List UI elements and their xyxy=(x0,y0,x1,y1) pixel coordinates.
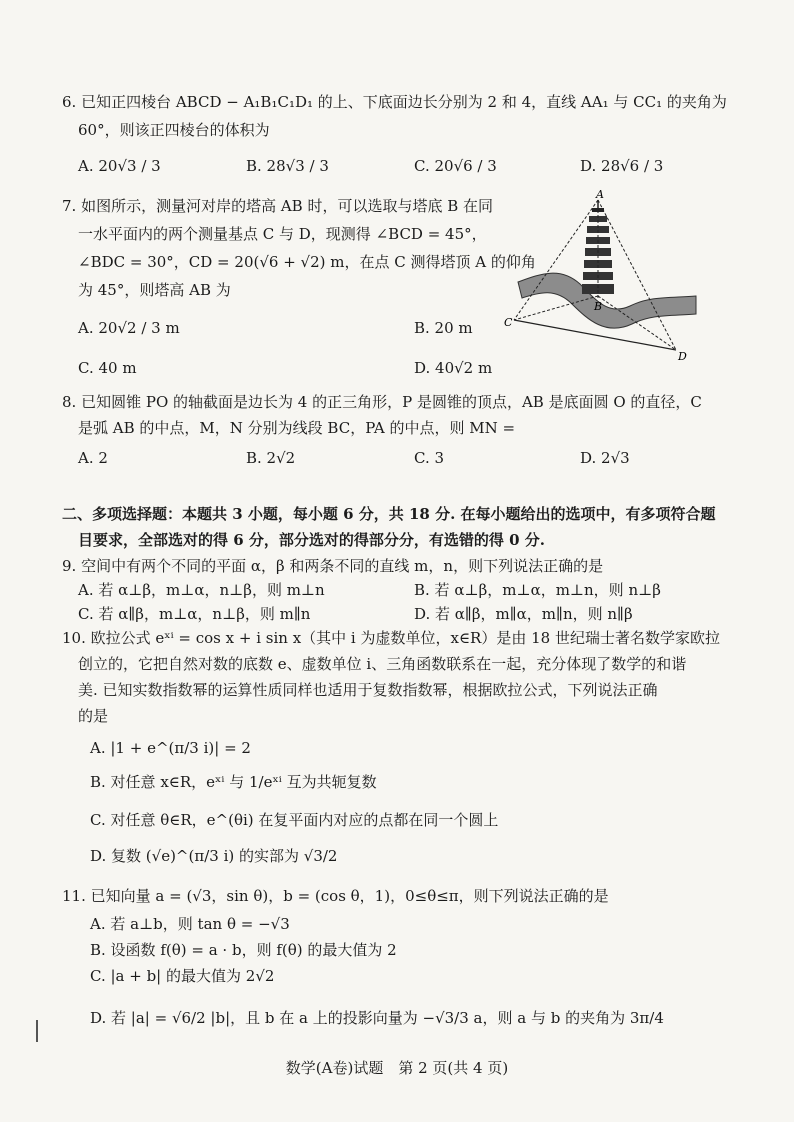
q10-option-c: C. 对任意 θ∈R，e^(θi) 在复平面内对应的点都在同一个圆上 xyxy=(90,811,499,829)
q10-stem-line3: 美. 已知实数指数幂的运算性质同样也适用于复数指数幂，根据欧拉公式，下列说法正确 xyxy=(78,681,658,699)
q6-option-a: A. 20√3 / 3 xyxy=(78,157,161,175)
q7-option-c: C. 40 m xyxy=(78,359,137,377)
q8-option-d: D. 2√3 xyxy=(580,449,630,467)
q11-option-d: D. 若 |a| = √6/2 |b|，且 b 在 a 上的投影向量为 −√3/3 a，则 a 与 b 的夹角为 3π/4 xyxy=(90,1009,664,1027)
q8-stem-line2: 是弧 AB 的中点，M，N 分别为线段 BC，PA 的中点，则 MN = xyxy=(78,419,516,437)
q8-stem-line1: 8. 已知圆锥 PO 的轴截面是边长为 4 的正三角形，P 是圆锥的顶点，AB 是底面圆 O 的直径，C xyxy=(62,393,702,411)
tower-figure xyxy=(500,188,700,364)
q9-stem: 9. 空间中有两个不同的平面 α，β 和两条不同的直线 m，n，则下列说法正确的是 xyxy=(62,557,604,575)
q10-stem-line1: 10. 欧拉公式 eˣⁱ = cos x + i sin x（其中 i 为虚数单位，x∈R）是由 18 世纪瑞士著名数学家欧拉 xyxy=(62,629,720,647)
q10-stem-line4: 的是 xyxy=(78,707,109,725)
q7-option-d: D. 40√2 m xyxy=(414,359,493,377)
q9-option-d: D. 若 α∥β，m∥α，m∥n，则 n∥β xyxy=(414,605,633,623)
q11-option-c: C. |a + b| 的最大值为 2√2 xyxy=(90,967,275,985)
q8-option-a: A. 2 xyxy=(78,449,108,467)
river-shape xyxy=(518,273,696,328)
q10-stem-line2: 创立的，它把自然对数的底数 e、虚数单位 i、三角函数联系在一起，充分体现了数学的和谐 xyxy=(78,655,687,673)
q7-stem-line2: 一水平面内的两个测量基点 C 与 D，现测得 ∠BCD = 45°， xyxy=(78,225,487,243)
q9-option-b: B. 若 α⊥β，m⊥α，m⊥n，则 n⊥β xyxy=(414,581,661,599)
q6-stem-line1: 6. 已知正四棱台 ABCD − A₁B₁C₁D₁ 的上、下底面边长分别为 2 和 4，直线 AA₁ 与 CC₁ 的夹角为 xyxy=(62,93,727,111)
q7-option-b: B. 20 m xyxy=(414,319,473,337)
label-a: A xyxy=(596,188,604,201)
q7-stem-line1: 7. 如图所示，测量河对岸的塔高 AB 时，可以选取与塔底 B 在同 xyxy=(62,197,494,215)
margin-mark xyxy=(36,1020,38,1042)
q6-option-d: D. 28√6 / 3 xyxy=(580,157,664,175)
label-c: C xyxy=(504,316,513,329)
q11-option-b: B. 设函数 f(θ) = a · b，则 f(θ) 的最大值为 2 xyxy=(90,941,397,959)
q8-option-b: B. 2√2 xyxy=(246,449,296,467)
q11-option-a: A. 若 a⊥b，则 tan θ = −√3 xyxy=(90,915,290,933)
q10-option-d: D. 复数 (√e)^(π/3 i) 的实部为 √3/2 xyxy=(90,847,338,865)
section2-heading-line1: 二、多项选择题：本题共 3 小题，每小题 6 分，共 18 分. 在每小题给出的选项中，有多项符合题 xyxy=(62,505,716,523)
q11-stem: 11. 已知向量 a = (√3，sin θ)，b = (cos θ，1)，0≤θ≤π，则下列说法正确的是 xyxy=(62,887,609,905)
page-footer: 数学(A卷)试题 第 2 页(共 4 页) xyxy=(285,1059,509,1077)
section2-heading-line2: 目要求，全部选对的得 6 分，部分选对的得部分分，有选错的得 0 分. xyxy=(78,531,545,549)
q7-stem-line3: ∠BDC = 30°，CD = 20(√6 + √2) m，在点 C 测得塔顶 A 的仰角 xyxy=(78,253,536,271)
q6-option-c: C. 20√6 / 3 xyxy=(414,157,497,175)
q7-stem-line4: 为 45°，则塔高 AB 为 xyxy=(78,281,231,299)
label-b: B xyxy=(594,300,603,313)
q8-option-c: C. 3 xyxy=(414,449,445,467)
q10-option-a: A. |1 + e^(π/3 i)| = 2 xyxy=(90,739,251,757)
q7-option-a: A. 20√2 / 3 m xyxy=(78,319,180,337)
q10-option-b: B. 对任意 x∈R，eˣⁱ 与 1/eˣⁱ 互为共轭复数 xyxy=(90,773,377,791)
q6-stem-line2: 60°，则该正四棱台的体积为 xyxy=(78,121,270,139)
q6-option-b: B. 28√3 / 3 xyxy=(246,157,329,175)
q9-option-a: A. 若 α⊥β，m⊥α，n⊥β，则 m⊥n xyxy=(78,581,325,599)
label-d: D xyxy=(678,350,687,363)
q9-option-c: C. 若 α∥β，m⊥α，n⊥β，则 m∥n xyxy=(78,605,311,623)
